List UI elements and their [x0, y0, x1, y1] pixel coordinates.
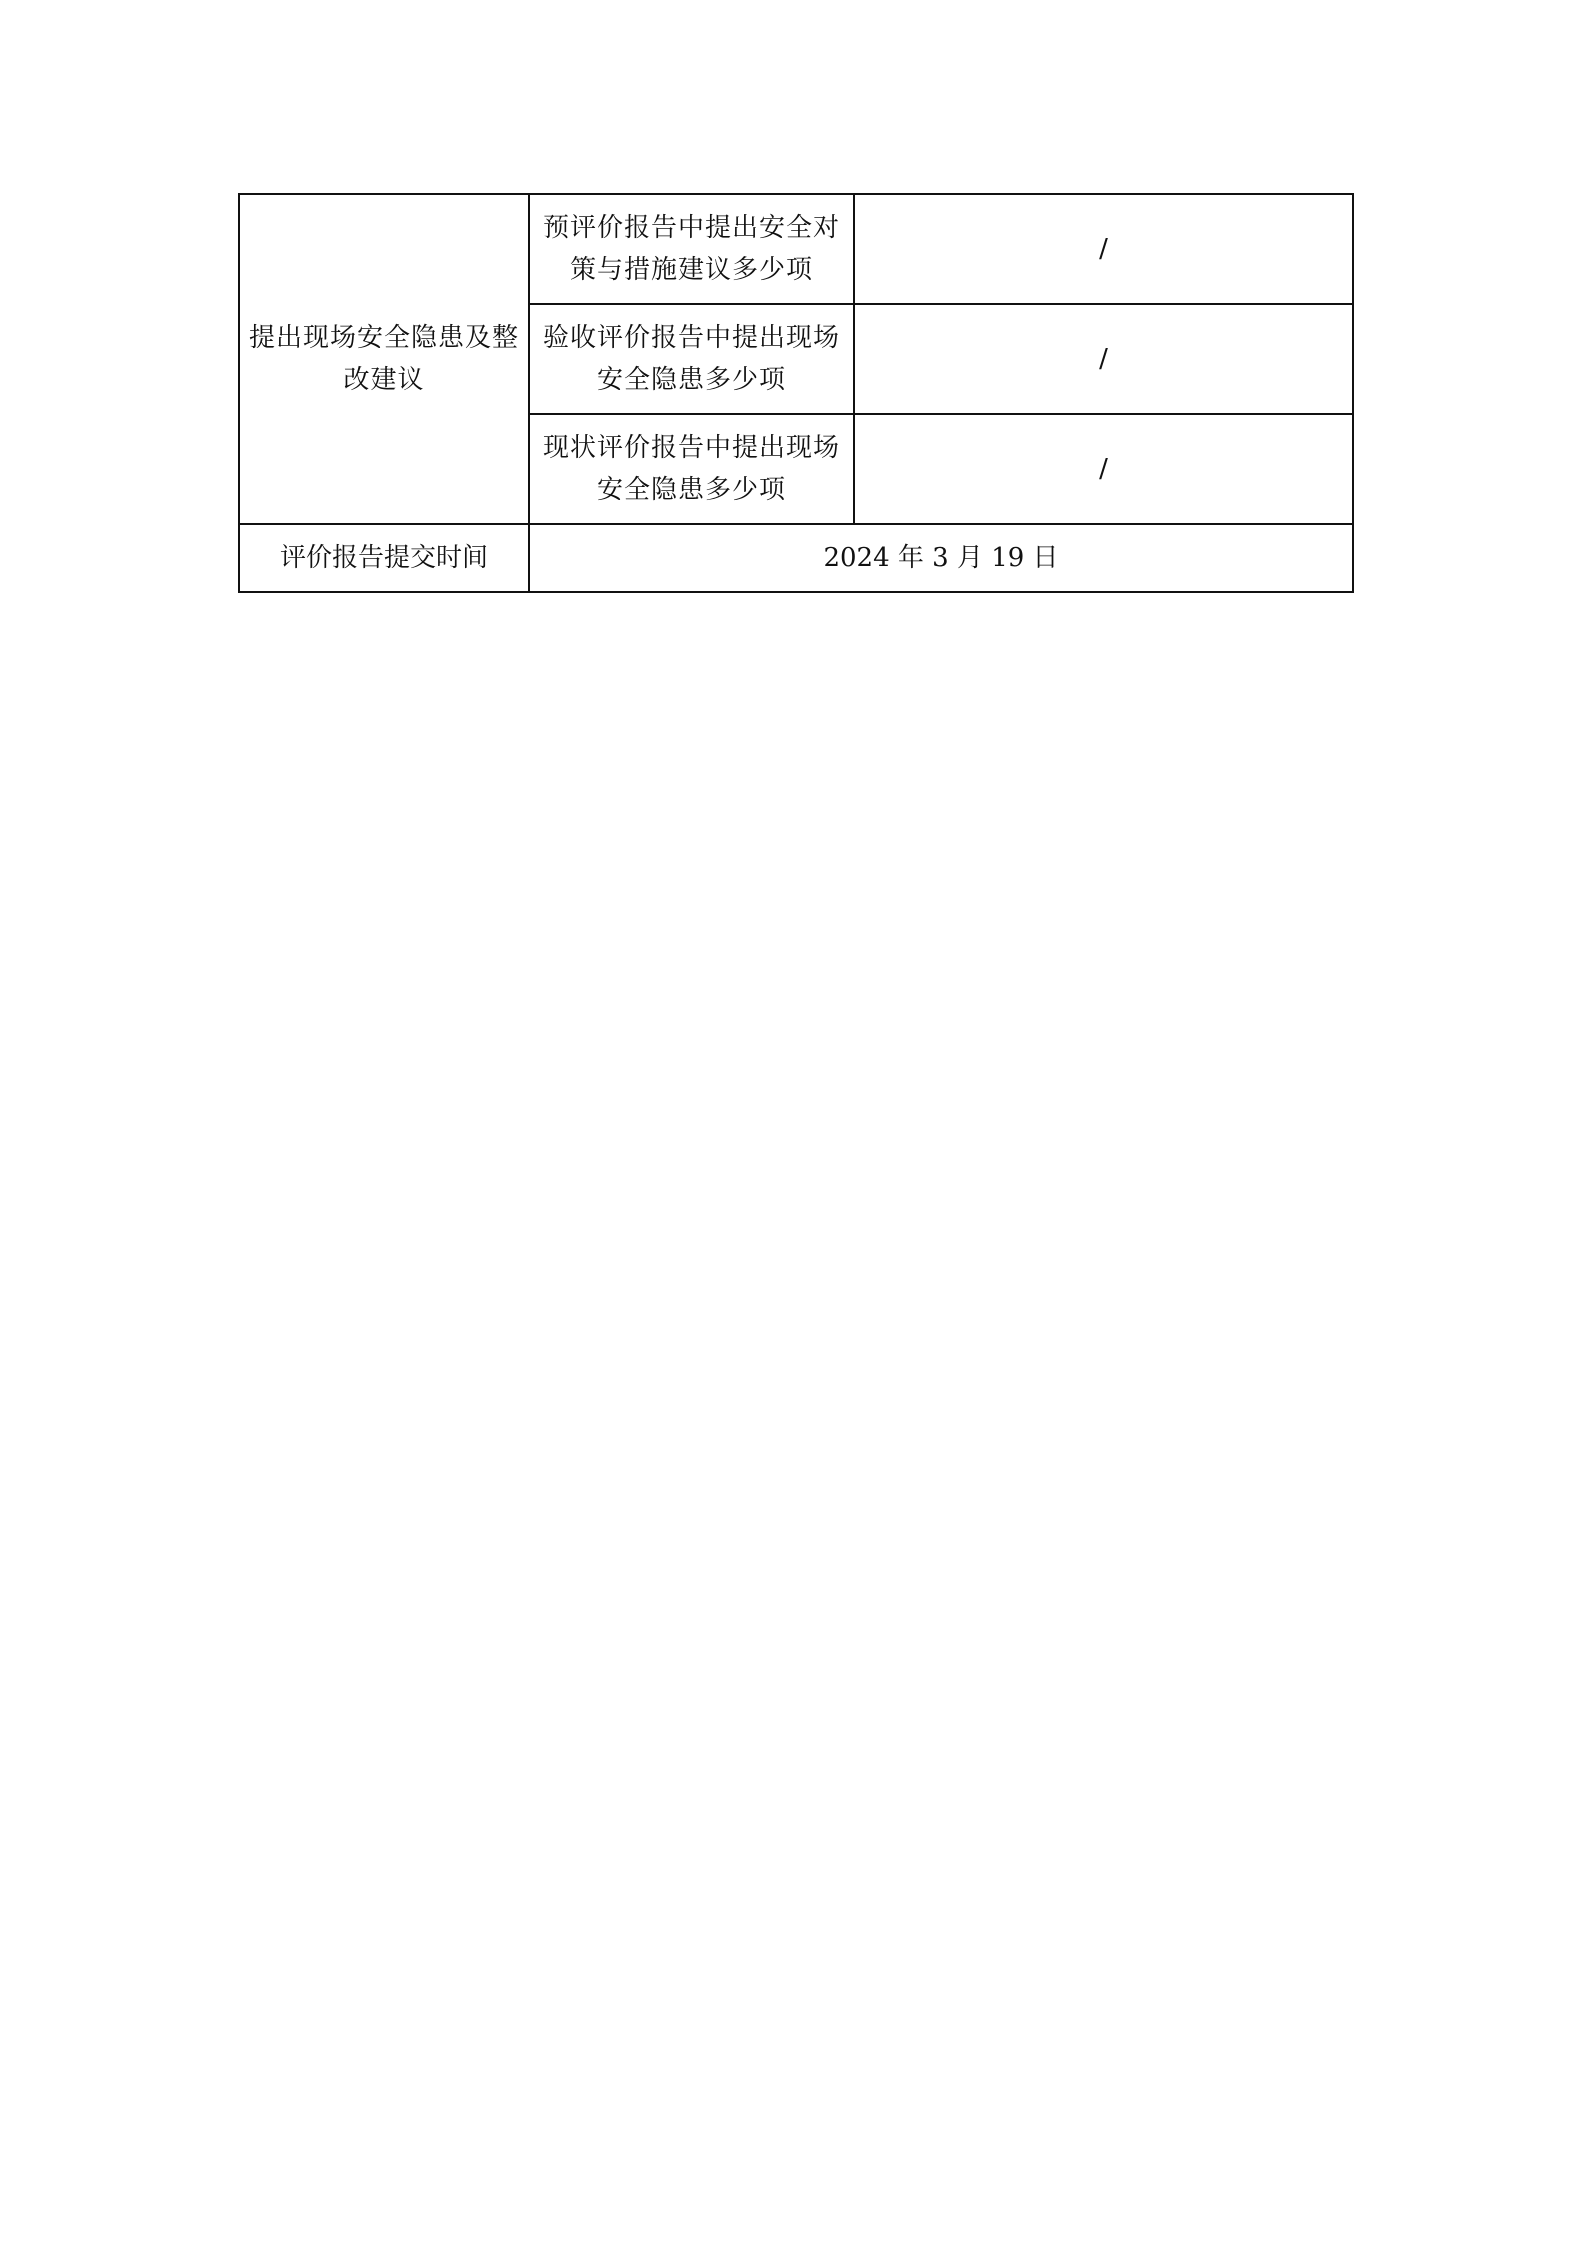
- submit-time-label: 评价报告提交时间: [239, 524, 529, 592]
- table-row: [239, 194, 1353, 304]
- pre-evaluation-measures-value: /: [854, 194, 1353, 304]
- evaluation-report-table: [238, 193, 1354, 593]
- submit-time-value: 2024 年 3 月 19 日: [529, 524, 1353, 592]
- hazard-rectification-group-label: 提出现场安全隐患及整改建议: [239, 194, 529, 524]
- pre-evaluation-measures-label: 预评价报告中提出安全对策与措施建议多少项: [529, 194, 854, 304]
- acceptance-evaluation-hazards-label: 验收评价报告中提出现场安全隐患多少项: [529, 304, 854, 414]
- status-evaluation-hazards-value: /: [854, 414, 1353, 524]
- acceptance-evaluation-hazards-value: /: [854, 304, 1353, 414]
- status-evaluation-hazards-label: 现状评价报告中提出现场安全隐患多少项: [529, 414, 854, 524]
- table-row: [239, 524, 1353, 592]
